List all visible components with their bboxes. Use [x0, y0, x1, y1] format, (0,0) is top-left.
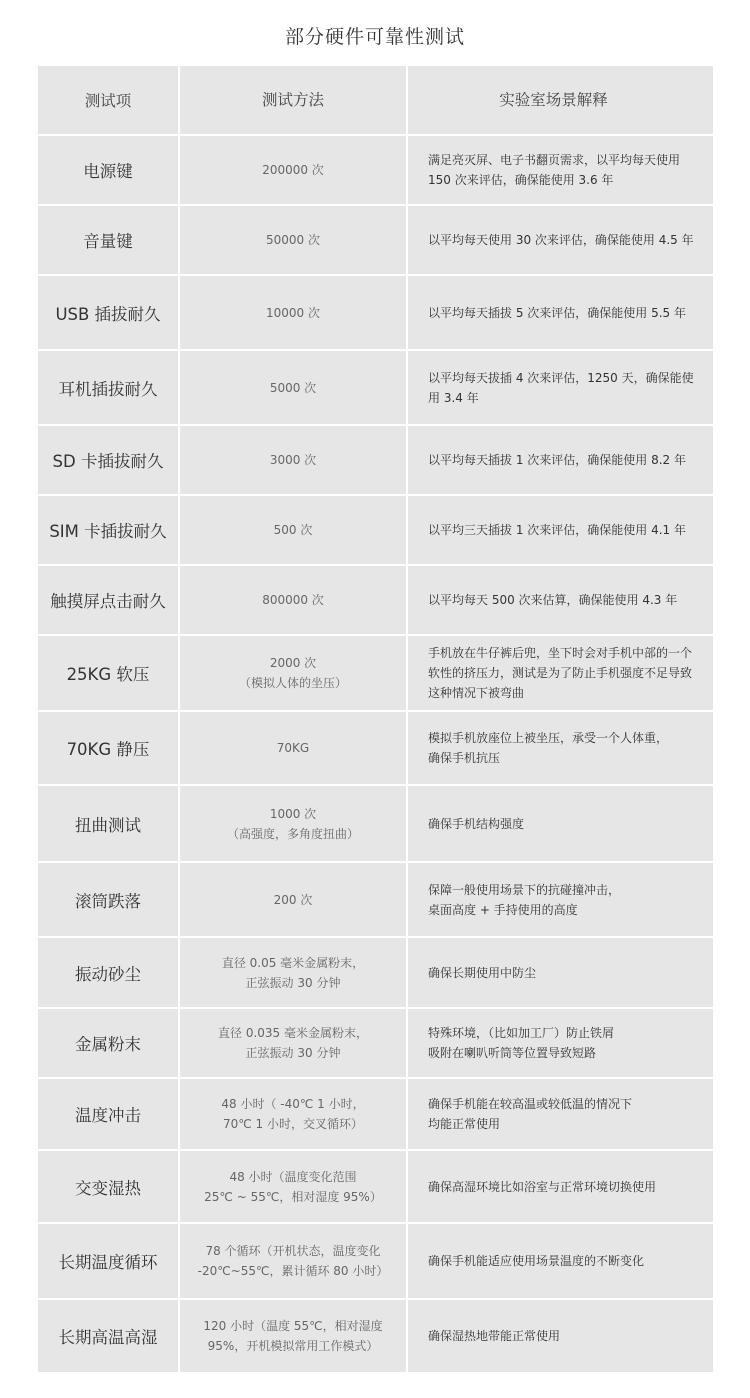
lab-explanation-line: 确保湿热地带能正常使用	[428, 1329, 561, 1343]
lab-explanation-line: 以平均每天插拔 5 次来评估，确保能使用 5.5 年	[428, 305, 686, 320]
test-item-cell: 交变湿热	[38, 1151, 178, 1222]
lab-explanation-line: 确保手机结构强度	[428, 816, 525, 831]
lab-explanation-line: 确保手机能在较高温或较低温的情况下	[428, 1097, 633, 1111]
lab-explanation-text	[428, 520, 686, 540]
lab-explanation-text	[428, 963, 536, 983]
test-item-cell: 振动砂尘	[38, 938, 178, 1007]
lab-explanation-line: 保障一般使用场景下的抗碰撞冲击，	[428, 882, 621, 897]
test-method-line: 正弦振动 30 分钟	[245, 975, 341, 990]
test-method-line: 48 小时（温度变化范围	[229, 1169, 357, 1184]
test-method-cell	[180, 938, 406, 1007]
table-row	[38, 496, 713, 564]
lab-explanation-line: 满足亮灭屏、电子书翻页需求，以平均每天使用 150 次来评估，确保能使用 3.6 年	[428, 153, 681, 187]
table-row	[38, 863, 713, 936]
lab-explanation-line: 特殊环境，（比如加工厂）防止铁屑	[428, 1026, 615, 1040]
test-method-line: 3000 次	[269, 453, 317, 467]
lab-explanation-text	[428, 368, 699, 408]
test-method-cell	[180, 1151, 406, 1222]
test-method-cell	[180, 426, 406, 494]
test-method-line: 70KG	[276, 741, 310, 755]
lab-explanation-cell	[408, 712, 713, 784]
table-row	[38, 206, 713, 274]
table-row	[38, 351, 713, 424]
test-method-cell	[180, 276, 406, 349]
table-row	[38, 1224, 713, 1298]
lab-explanation-text	[428, 728, 668, 768]
test-method-line: 70℃ 1 小时，交叉循环）	[222, 1117, 363, 1131]
test-method-cell	[180, 863, 406, 936]
test-method-cell	[180, 351, 406, 424]
test-item-cell: 金属粉末	[38, 1009, 178, 1077]
test-item-cell: 扭曲测试	[38, 786, 178, 861]
test-method-line: 5000 次	[269, 380, 317, 395]
test-method-line: 直径 0.05 毫米金属粉末，	[221, 955, 365, 970]
test-method-line: 120 小时（温度 55℃，相对湿度	[203, 1319, 383, 1333]
table-row	[38, 136, 713, 204]
test-item-cell: 音量键	[38, 206, 178, 274]
header-lab-explanation: 实验室场景解释	[408, 66, 713, 134]
lab-explanation-line: 桌面高度 + 手持使用的高度	[428, 902, 578, 917]
lab-explanation-cell	[408, 1079, 713, 1149]
lab-explanation-cell	[408, 206, 713, 274]
lab-explanation-text	[428, 450, 686, 470]
test-method-cell	[180, 1224, 406, 1298]
test-method-cell	[180, 1079, 406, 1149]
table-row	[38, 636, 713, 710]
test-item-cell: 滚筒跌落	[38, 863, 178, 936]
test-item-cell: 耳机插拔耐久	[38, 351, 178, 424]
lab-explanation-text	[428, 1094, 632, 1134]
lab-explanation-text	[428, 303, 686, 323]
test-method-cell	[180, 1300, 406, 1372]
test-method-cell	[180, 136, 406, 204]
test-item-cell: SD 卡插拔耐久	[38, 426, 178, 494]
table-header-row	[38, 66, 713, 134]
table-row	[38, 566, 713, 634]
lab-explanation-cell	[408, 863, 713, 936]
table-row	[38, 1079, 713, 1149]
lab-explanation-text	[428, 1326, 560, 1346]
test-item-cell: USB 插拔耐久	[38, 276, 178, 349]
test-item-cell: 电源键	[38, 136, 178, 204]
test-method-line: -20℃~55℃，累计循环 80 小时）	[197, 1264, 389, 1278]
test-item-cell: 触摸屏点击耐久	[38, 566, 178, 634]
lab-explanation-line: 以平均每天拔插 4 次来评估，1250 天，确保能使用 3.4 年	[428, 370, 694, 405]
lab-explanation-text	[428, 1023, 614, 1063]
lab-explanation-line: 确保手机抗压	[428, 751, 501, 765]
test-item-cell: 长期高温高湿	[38, 1300, 178, 1372]
test-method-cell	[180, 712, 406, 784]
test-method-cell	[180, 636, 406, 710]
lab-explanation-line: 手机放在牛仔裤后兜，坐下时会对手机中部的一个软性的挤压力，测试是为了防止手机强度不足导致这种情况下被弯曲	[428, 646, 693, 700]
lab-explanation-text	[428, 150, 699, 190]
lab-explanation-line: 确保手机能适应使用场景温度的不断变化	[428, 1254, 645, 1268]
lab-explanation-cell	[408, 276, 713, 349]
test-method-cell	[180, 786, 406, 861]
lab-explanation-line: 以平均三天插拔 1 次来评估，确保能使用 4.1 年	[428, 523, 686, 537]
test-method-line: 正弦振动 30 分钟	[245, 1046, 341, 1060]
test-method-line: 200000 次	[262, 163, 324, 177]
test-method-cell	[180, 206, 406, 274]
reliability-table	[38, 66, 713, 1372]
lab-explanation-line: 吸附在喇叭听筒等位置导致短路	[428, 1046, 597, 1060]
test-method-line: 500 次	[273, 523, 313, 537]
test-method-line: 直径 0.035 毫米金属粉末，	[218, 1026, 368, 1040]
test-method-line: 95%，开机模拟常用工作模式）	[207, 1339, 379, 1353]
lab-explanation-cell	[408, 1151, 713, 1222]
test-method-line: 800000 次	[262, 593, 324, 607]
lab-explanation-text	[428, 880, 620, 920]
table-row	[38, 938, 713, 1007]
test-method-cell	[180, 566, 406, 634]
lab-explanation-text	[428, 230, 694, 250]
test-item-cell: 25KG 软压	[38, 636, 178, 710]
lab-explanation-cell	[408, 351, 713, 424]
lab-explanation-cell	[408, 636, 713, 710]
lab-explanation-line: 以平均每天插拔 1 次来评估，确保能使用 8.2 年	[428, 453, 686, 467]
lab-explanation-cell	[408, 786, 713, 861]
test-item-cell: SIM 卡插拔耐久	[38, 496, 178, 564]
lab-explanation-cell	[408, 1009, 713, 1077]
test-method-line: 48 小时（ -40℃ 1 小时，	[221, 1097, 365, 1111]
page-title: 部分硬件可靠性测试	[284, 26, 465, 48]
lab-explanation-text	[428, 1251, 644, 1271]
table-row	[38, 426, 713, 494]
lab-explanation-cell	[408, 136, 713, 204]
lab-explanation-cell	[408, 938, 713, 1007]
lab-explanation-cell	[408, 496, 713, 564]
lab-explanation-line: 以平均每天使用 30 次来评估，确保能使用 4.5 年	[428, 233, 694, 247]
test-item-cell: 温度冲击	[38, 1079, 178, 1149]
table-row	[38, 276, 713, 349]
lab-explanation-text	[428, 643, 699, 703]
table-row	[38, 786, 713, 861]
lab-explanation-cell	[408, 426, 713, 494]
test-item-cell: 70KG 静压	[38, 712, 178, 784]
test-method-line: 2000 次	[269, 656, 317, 670]
test-method-line: （模拟人体的坐压）	[238, 676, 347, 690]
lab-explanation-cell	[408, 1224, 713, 1298]
test-method-line: 1000 次	[269, 806, 317, 821]
table-row	[38, 1009, 713, 1077]
test-method-line: 25℃ ~ 55℃，相对湿度 95%）	[204, 1189, 382, 1204]
lab-explanation-line: 确保高湿环境比如浴室与正常环境切换使用	[428, 1179, 657, 1194]
lab-explanation-cell	[408, 566, 713, 634]
lab-explanation-text	[428, 590, 677, 610]
lab-explanation-line: 模拟手机放座位上被坐压，承受一个人体重，	[428, 731, 669, 745]
test-method-line: 50000 次	[266, 233, 320, 247]
test-method-cell	[180, 1009, 406, 1077]
test-method-line: 78 个循环（开机状态，温度变化	[205, 1244, 381, 1258]
test-method-cell	[180, 496, 406, 564]
test-method-line: 200 次	[273, 892, 313, 907]
table-row	[38, 1300, 713, 1372]
lab-explanation-cell	[408, 1300, 713, 1372]
header-test-method: 测试方法	[180, 66, 406, 134]
lab-explanation-line: 均能正常使用	[428, 1117, 501, 1131]
test-method-line: 10000 次	[266, 305, 320, 320]
table-row	[38, 712, 713, 784]
lab-explanation-text	[428, 1177, 656, 1197]
table-row	[38, 1151, 713, 1222]
lab-explanation-line: 确保长期使用中防尘	[428, 965, 537, 980]
lab-explanation-line: 以平均每天 500 次来估算，确保能使用 4.3 年	[428, 593, 678, 607]
lab-explanation-text	[428, 814, 524, 834]
header-test-item: 测试项	[38, 66, 178, 134]
test-item-cell: 长期温度循环	[38, 1224, 178, 1298]
test-method-line: （高强度，多角度扭曲）	[226, 826, 359, 841]
